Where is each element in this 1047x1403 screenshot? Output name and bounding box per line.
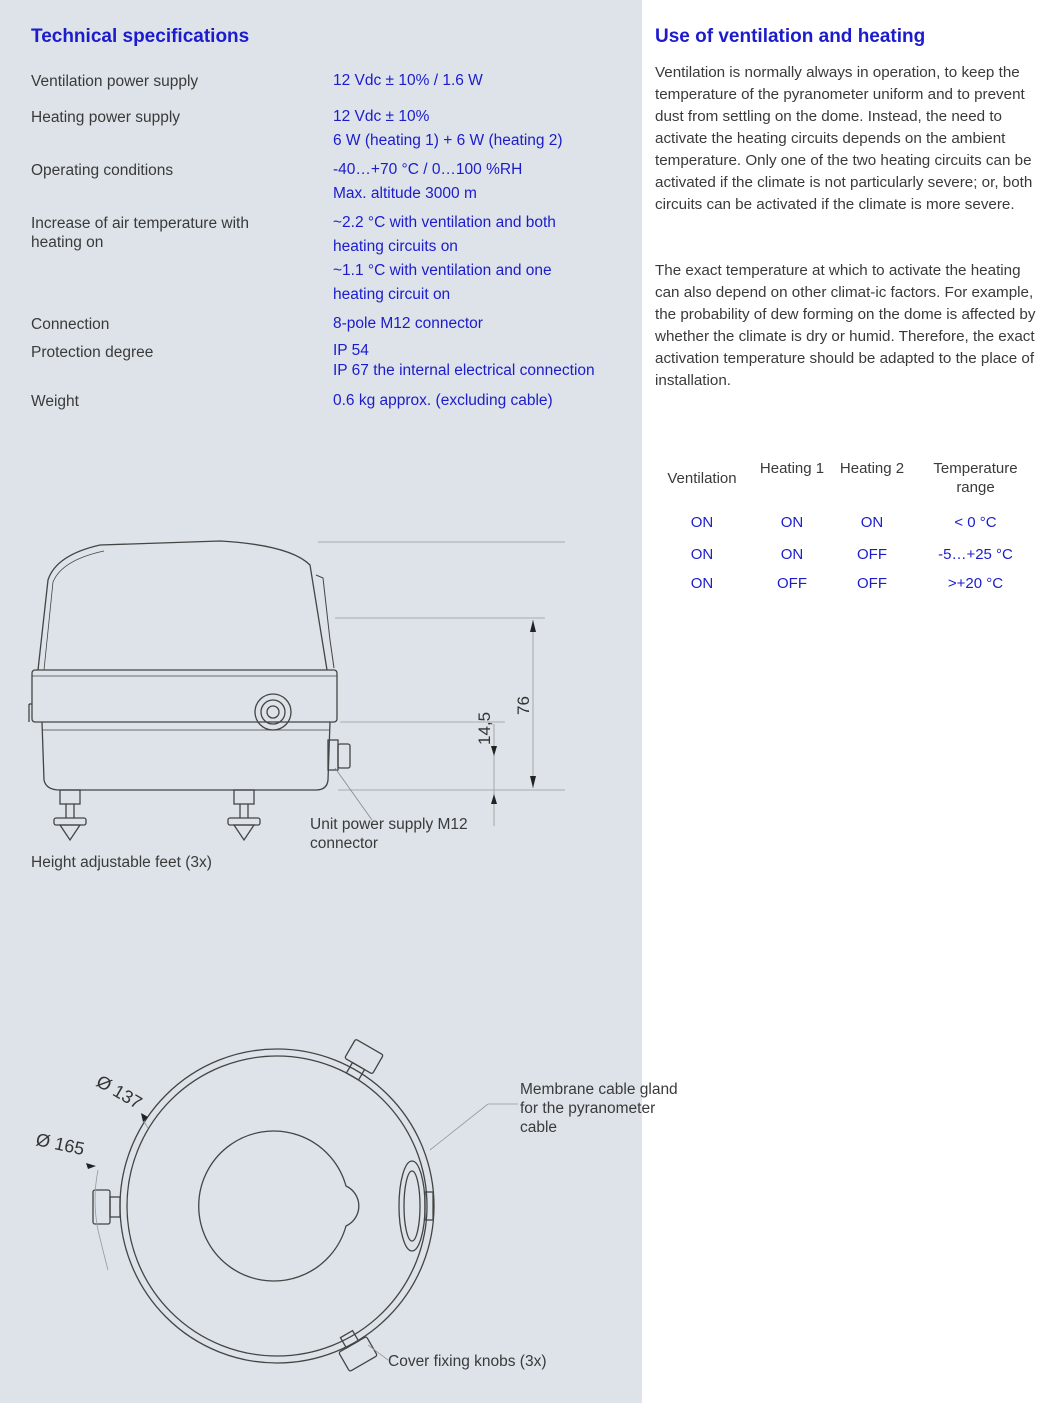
spec-label-operating: Operating conditions (31, 162, 174, 179)
table-header: Ventilation (667, 470, 737, 487)
spec-label-ventilation: Ventilation power supply (31, 73, 199, 90)
table-cell: OFF (857, 575, 887, 592)
table-cell: ON (780, 546, 804, 563)
spec-label-connection: Connection (31, 316, 110, 333)
spec-value-line: IP 67 the internal electrical connection (333, 362, 595, 379)
spec-value-line: 12 Vdc ± 10% (333, 108, 430, 125)
spec-value-line: IP 54 (333, 342, 369, 359)
table-cell: ON (860, 514, 884, 531)
dim-total-76: 76 (514, 696, 533, 715)
spec-value-line: ~1.1 °C with ventilation and one (333, 262, 552, 279)
table-header: Temperature range (933, 460, 1018, 496)
table-cell: -5…+25 °C (938, 546, 1013, 563)
spec-label-heating: Heating power supply (31, 109, 181, 126)
spec-value-line: heating circuit on (333, 286, 451, 303)
table-cell: < 0 °C (954, 514, 997, 531)
table-cell: ON (690, 575, 714, 592)
spec-value-line: ~2.2 °C with ventilation and both (333, 214, 556, 231)
table-header: Heating 2 (839, 460, 905, 477)
table-cell: ON (780, 514, 804, 531)
table-cell: ON (690, 546, 714, 563)
usage-title: Use of ventilation and heating (655, 26, 926, 47)
dim-outer-165: Ø 165 (34, 1129, 87, 1160)
usage-paragraph-2: The exact temperature at which to activate the heating can also depend on other climat-ic factors. For example, the probability of dew forming on the dome is affected by whether the climate is dry or humid. Therefore, the exact activation temperature should be adapted to the place of installation. (655, 262, 1036, 389)
table-cell: OFF (857, 546, 887, 563)
spec-value-line: 6 W (heating 1) + 6 W (heating 2) (333, 132, 563, 149)
spec-label-weight: Weight (31, 393, 79, 410)
spec-value-line: 8-pole M12 connector (333, 315, 483, 332)
dim-inner-137: Ø 137 (93, 1071, 146, 1113)
spec-value-line: 12 Vdc ± 10% / 1.6 W (333, 72, 483, 89)
dim-feet-14-5: 14,5 (475, 711, 494, 745)
table-header: Heating 1 (759, 460, 825, 477)
spec-value-line: 0.6 kg approx. (excluding cable) (333, 392, 553, 409)
spec-value-line: heating circuits on (333, 238, 458, 255)
caption-fixing-knobs: Cover fixing knobs (3x) (388, 1353, 547, 1370)
tech-specs-title: Technical specifications (31, 26, 250, 47)
usage-paragraph-1: Ventilation is normally always in operation, to keep the temperature of the pyranometer uniform and to prevent dust from settling on the dome. Instead, the need to activate the heating circuits depends on the ambient temperature. Only one of the two heating circuits can be activated if the climate is not particularly severe; or, both circuits can be activated if the climate is more severe. (655, 64, 1033, 213)
caption-power-supply: Unit power supply M12 connector (310, 816, 468, 852)
spec-value-line: Max. altitude 3000 m (333, 185, 477, 202)
table-cell: >+20 °C (947, 575, 1004, 592)
table-cell: ON (690, 514, 714, 531)
spec-label-protection: Protection degree (31, 344, 154, 361)
caption-cable-gland: Membrane cable gland for the pyranometer cable (520, 1081, 678, 1136)
table-cell: OFF (777, 575, 807, 592)
spec-value-line: -40…+70 °C / 0…100 %RH (333, 161, 523, 178)
caption-adjustable-feet: Height adjustable feet (3x) (31, 854, 212, 871)
spec-label-air-temp: Increase of air temperature with heating on (31, 215, 249, 251)
